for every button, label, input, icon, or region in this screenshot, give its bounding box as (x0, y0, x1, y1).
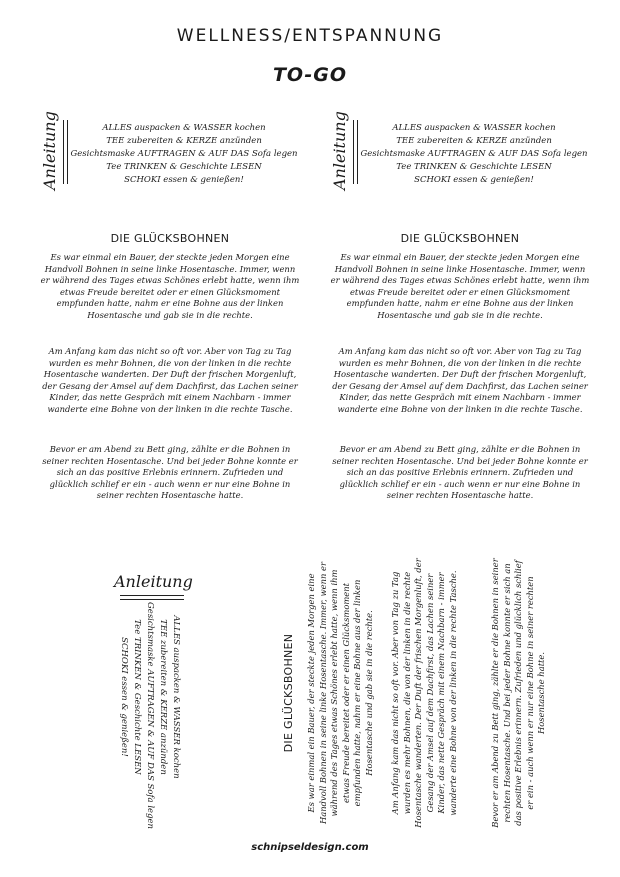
anleitung-line: SCHOKI essen & genießen! (414, 175, 534, 185)
anleitung-lines (360, 122, 588, 187)
anleitung-line: ALLES auspacken & WASSER kochen (392, 123, 556, 133)
card-top-left (40, 111, 300, 538)
anleitung-line: SCHOKI essen & genießen! (124, 175, 244, 185)
anleitung-line: Gesichtsmaske AUFTRAGEN & AUF DAS Sofa legen (70, 149, 298, 159)
anleitung-line: ALLES auspacken & WASSER kochen (102, 123, 266, 133)
anleitung-rule (120, 595, 184, 596)
anleitung-rule (353, 120, 354, 184)
anleitung-line: TEE zubereiten & KERZE anzünden (396, 136, 552, 146)
anleitung-line: SCHOKI essen & genießen! (119, 637, 129, 757)
page-title: WELLNESS/ENTSPANNUNG (176, 26, 444, 46)
anleitung-rule (357, 120, 358, 184)
story-paragraph: Bevor er am Abend zu Bett ging, zählte er die Bohnen in seiner rechten Hosentasche. Und bei jeder Bohne konnte er sich an das positive Erlebnis erinnern. Zufrieden und glücklich schlief er ein - auch wenn er nur eine Bohne in seiner rechten Hosentasche hatte. (490, 558, 547, 828)
story-paragraph: Bevor er am Abend zu Bett ging, zählte er die Bohnen in seiner rechten Hosentasche. Und bei jeder Bohne konnte er sich an das positive Erlebnis erinnern. Zufrieden und glücklich schlief er ein - auch wenn er nur eine Bohne in seiner rechten Hosentasche hatte. (42, 444, 298, 501)
anleitung-block (40, 111, 300, 190)
anleitung-rule (63, 120, 64, 184)
story-title: DIE GLÜCKSBOHNEN (110, 232, 230, 245)
anleitung-lines (117, 602, 182, 830)
story-title: DIE GLÜCKSBOHNEN (400, 232, 520, 245)
anleitung-label: Anleitung (40, 111, 59, 190)
story-paragraph: Es war einmal ein Bauer, der steckte jeden Morgen eine Handvoll Bohnen in seine linke Hosentasche. Immer, wenn er während des Tages etwas Schönes erlebt hatte, wenn ihm etwas Freude bereitet oder er einen Glücksmoment empfunden hatte, nahm er eine Bohne aus der linken Hosentasche und gab sie in die rechte. (306, 561, 374, 825)
page-subtitle: TO-GO (272, 64, 348, 86)
anleitung-label: Anleitung (114, 572, 193, 591)
story-paragraph: Am Anfang kam das nicht so oft vor. Aber von Tag zu Tag wurden es mehr Bohnen, die von der linken in die rechte Hosentasche wanderten. Der Duft der frischen Morgenluft, der Gesang der Amsel auf dem Dachfirst, das Lachen seiner Kinder, das nette Gespräch mit einem Nachbarn - immer wanderte eine Bohne von der linken in die rechte Tasche. (42, 346, 298, 414)
anleitung-line: Tee TRINKEN & Geschichte LESEN (106, 162, 262, 172)
anleitung-rotated (114, 572, 193, 830)
story-paragraph: Es war einmal ein Bauer, der steckte jeden Morgen eine Handvoll Bohnen in seine linke Hosentasche. Immer, wenn er während des Tages etwas Schönes erlebt hatte, wenn ihm etwas Freude bereitet oder er einen Glücksmoment empfunden hatte, nahm er eine Bohne aus der linken Hosentasche und gab sie in die rechte. (40, 252, 300, 320)
story-title: DIE GLÜCKSBOHNEN (282, 633, 295, 753)
story-paragraph: Bevor er am Abend zu Bett ging, zählte er die Bohnen in seiner rechten Hosentasche. Und bei jeder Bohne konnte er sich an das positive Erlebnis erinnern. Zufrieden und glücklich schlief er ein - auch wenn er nur eine Bohne in seiner rechten Hosentasche hatte. (332, 444, 588, 501)
anleitung-rule (67, 120, 68, 184)
anleitung-line: Gesichtsmaske AUFTRAGEN & AUF DAS Sofa legen (360, 149, 588, 159)
anleitung-line: TEE zubereiten & KERZE anzünden (158, 619, 168, 775)
anleitung-lines (70, 122, 298, 187)
story-paragraph: Am Anfang kam das nicht so oft vor. Aber von Tag zu Tag wurden es mehr Bohnen, die von der linken in die rechte Hosentasche wanderten. Der Duft der frischen Morgenluft, der Gesang der Amsel auf dem Dachfirst, das Lachen seiner Kinder, das nette Gespräch mit einem Nachbarn - immer wanderte eine Bohne von der linken in die rechte Tasche. (332, 346, 588, 414)
anleitung-rule (120, 599, 184, 600)
anleitung-block (330, 111, 590, 190)
anleitung-line: Tee TRINKEN & Geschichte LESEN (132, 619, 142, 775)
anleitung-label: Anleitung (330, 111, 349, 190)
anleitung-line: Gesichtsmaske AUFTRAGEN & AUF DAS Sofa legen (145, 602, 155, 830)
story-rotated (278, 558, 588, 828)
anleitung-line: Tee TRINKEN & Geschichte LESEN (396, 162, 552, 172)
story-paragraph: Es war einmal ein Bauer, der steckte jeden Morgen eine Handvoll Bohnen in seine linke Hosentasche. Immer, wenn er während des Tages etwas Schönes erlebt hatte, wenn ihm etwas Freude bereitet oder er einen Glücksmoment empfunden hatte, nahm er eine Bohne aus der linken Hosentasche und gab sie in die rechte. (330, 252, 590, 320)
anleitung-line: ALLES auspacken & WASSER kochen (171, 615, 181, 779)
card-top-right (330, 111, 590, 538)
footer-brand: schnipseldesign.com (251, 842, 369, 853)
story-paragraph: Am Anfang kam das nicht so oft vor. Aber von Tag zu Tag wurden es mehr Bohnen, die von der linken in die rechte Hosentasche wanderten. Der Duft der frischen Morgenluft, der Gesang der Amsel auf dem Dachfirst, das Lachen seiner Kinder, das nette Gespräch mit einem Nachbarn - immer wanderte eine Bohne von der linken in die rechte Tasche. (390, 558, 458, 828)
anleitung-line: TEE zubereiten & KERZE anzünden (106, 136, 262, 146)
